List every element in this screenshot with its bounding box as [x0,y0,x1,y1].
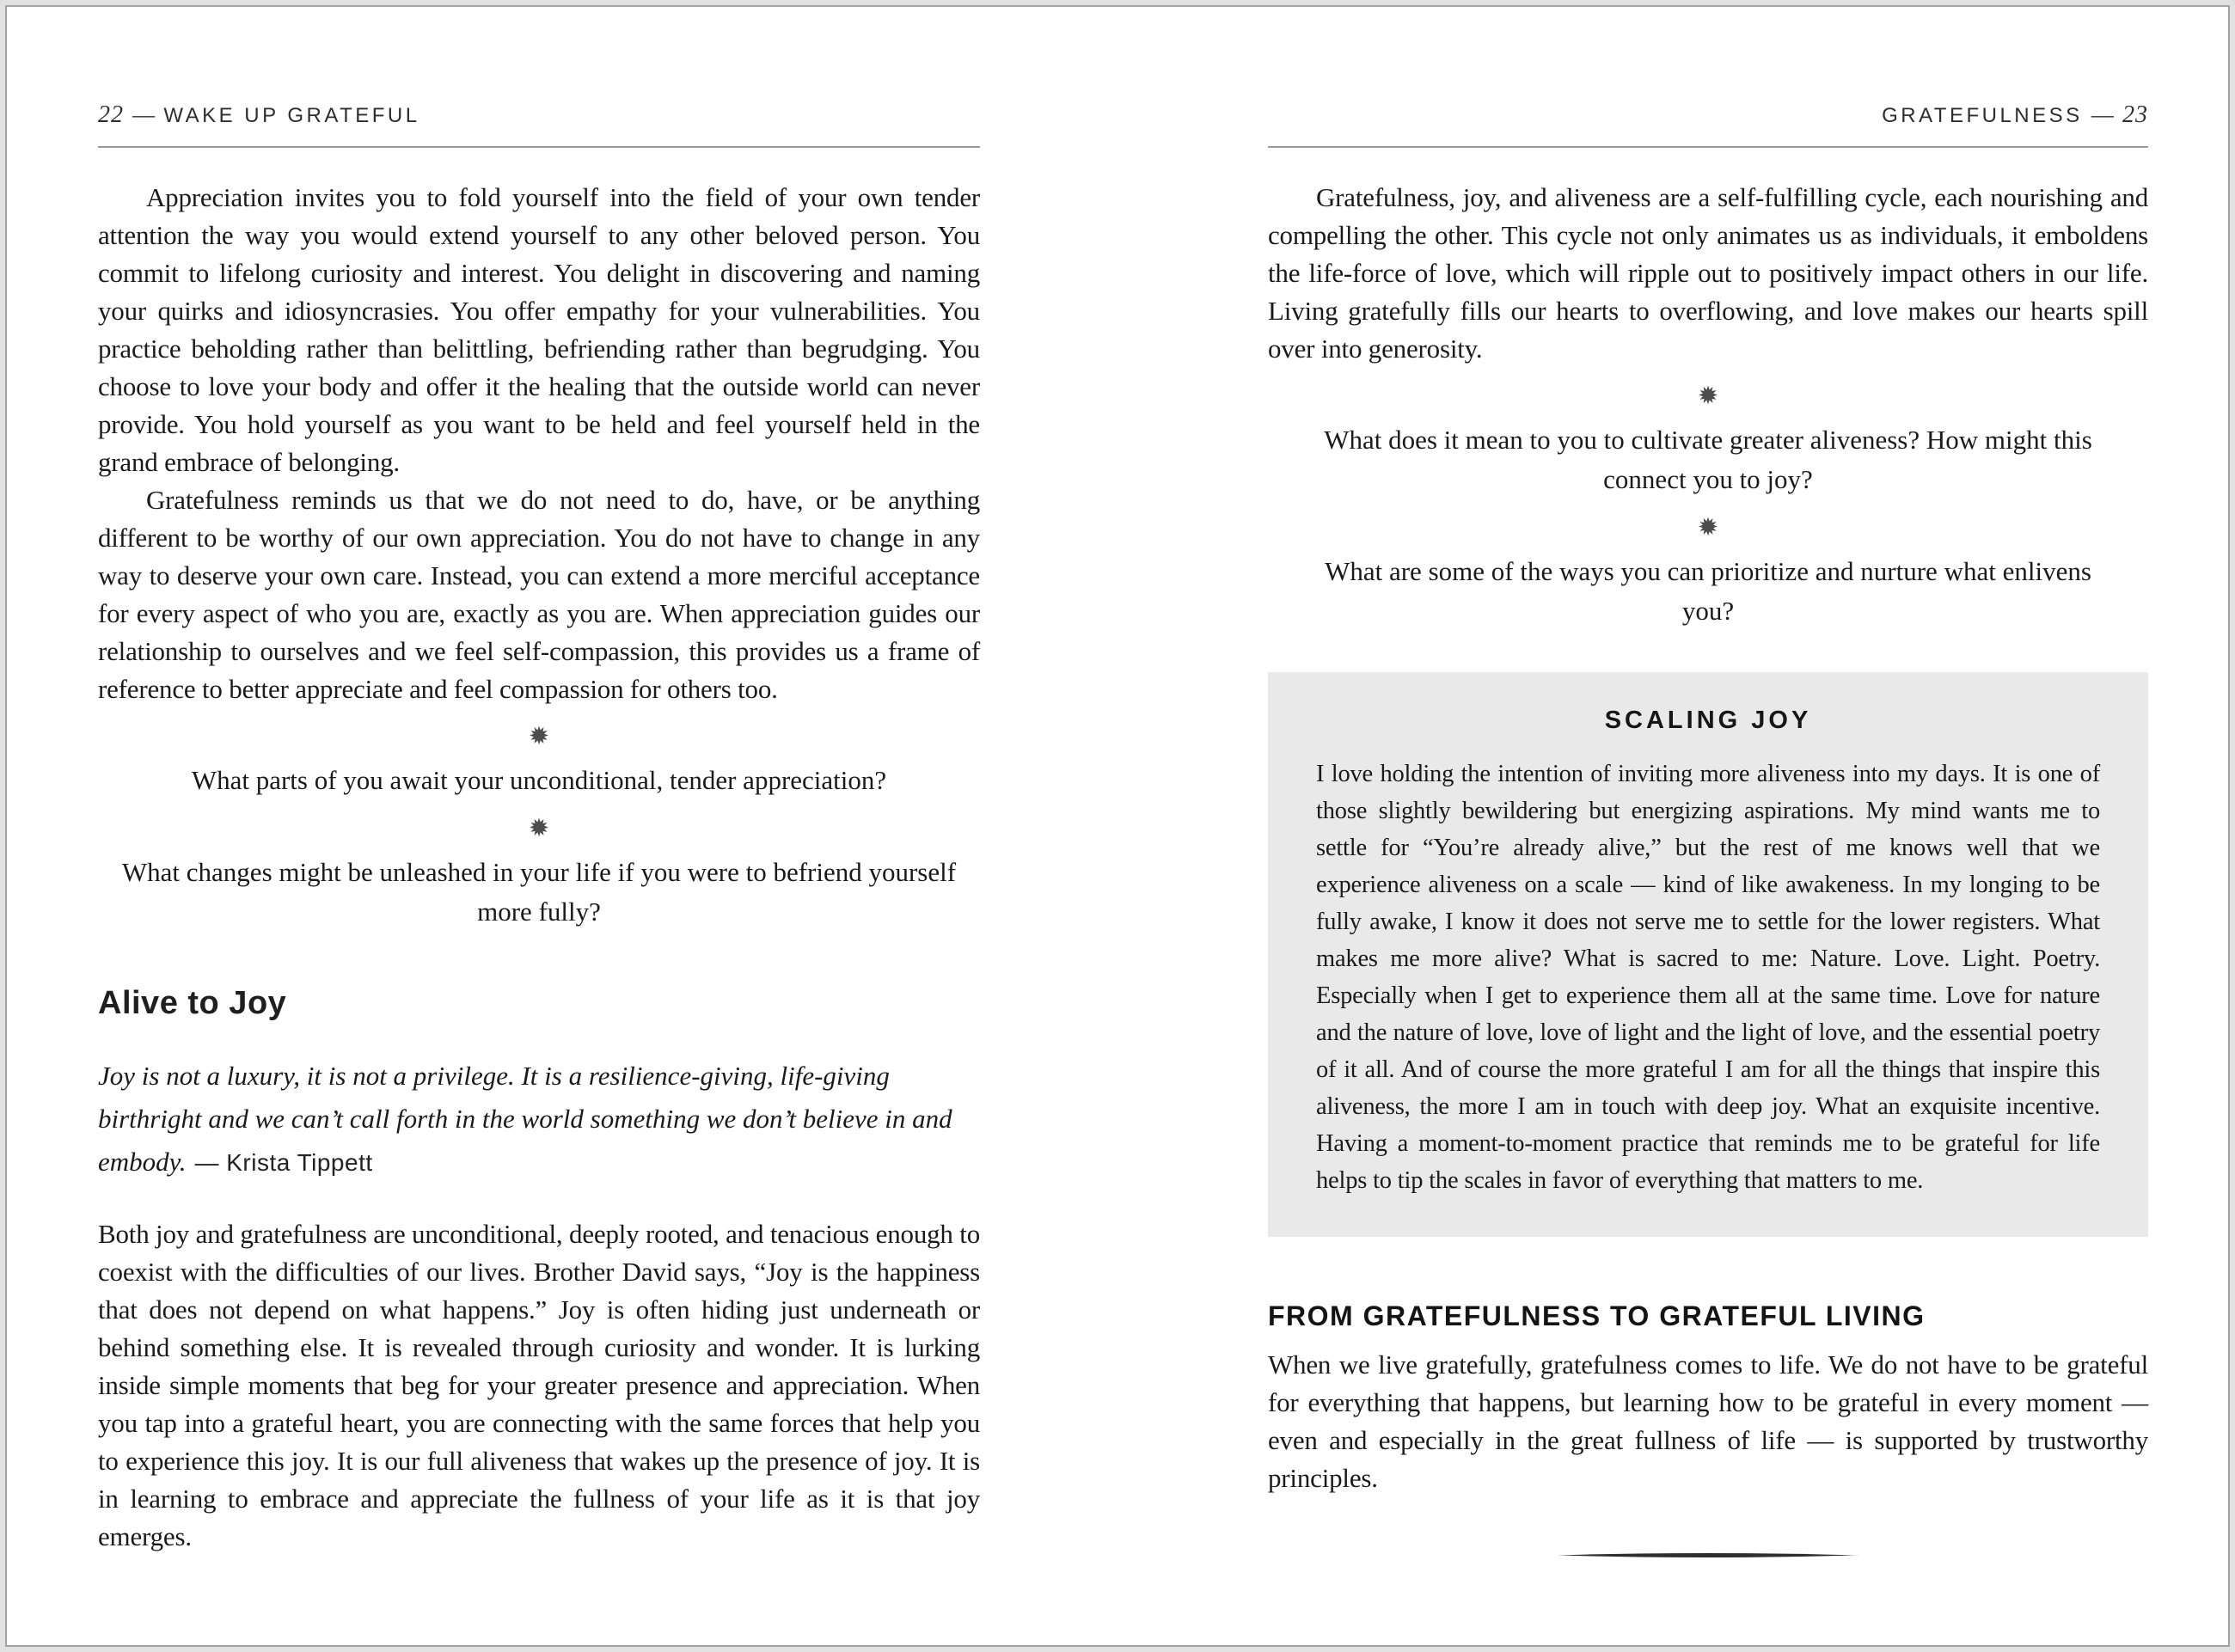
reflection-question: What parts of you await your unconditional, tender appreciation? [191,765,887,795]
reflection-question: What are some of the ways you can prioritize and nurture what enlivens you? [1325,556,2091,626]
box-body: I love holding the intention of inviting more aliveness into my days. It is one of those slightly bewildering but energizing aspirations. My mind wants me to settle for “You’re already alive,” but the rest of me knows well that we experience aliveness on a scale — kind of like awakeness. In my longing to be fully awake, I know it does not serve me to settle for the lower registers. What makes me more alive? What is sacred to me: Nature. Love. Light. Poetry. Especially when I get to experience them all at the same time. Love for nature and the nature of love, love of light and the light of love, and the essential poetry of it all. And of course the more grateful I am for all the things that inspire this aliveness, the more I am in touch with deep joy. What an exquisite incentive. Having a moment-to-moment practice that reminds me to be grateful for life helps to tip the scales in favor of everything that matters to me. [1316,761,2100,1194]
right-page-number: 23 [2122,101,2148,128]
header-separator: — [2091,102,2114,127]
left-running-header [98,101,980,129]
box-title: SCALING JOY [1604,707,1812,734]
paragraph: When we live gratefully, gratefulness comes to life. We do not have to be grateful for everything that happens, but learning how to be grateful in every moment — even and especially in the great fullness of life — is supported by trustworthy principles. [1268,1349,2148,1493]
starburst-icon: ✹ [528,813,550,842]
section-divider [1268,1547,2148,1563]
paragraph: Both joy and gratefulness are unconditional, deeply rooted, and tenacious enough to coexist with the difficulties of our lives. Brother David says, “Joy is the happiness that does not depend on what happens.” Joy is often hiding just underneath or behind something else. It is revealed through curiosity and wonder. It is lurking inside simple moments that beg for your greater presence and appreciation. When you tap into a grateful heart, you are connecting with the same forces that help you to experience this joy. It is our full aliveness that wakes up the presence of joy. It is in learning to embrace and appreciate the fullness of your life as it is that joy emerges. [98,1219,980,1551]
header-separator: — [132,102,156,127]
quote-text: Joy is not a luxury, it is not a privilege. It is a resilience-giving, life-giving birthright and we can’t call forth in the world something we don’t believe in and embody. [98,1061,952,1177]
right-page [1268,7,2148,1645]
paragraph: Appreciation invites you to fold yourself into the field of your own tender attention the way you would extend yourself to any other beloved person. You commit to lifelong curiosity and interest. You delight in discovering and naming your quirks and idiosyncrasies. You offer empathy for your vulnerabilities. You practice beholding rather than belittling, befriending rather than begrudging. You choose to love your body and offer it the healing that the outside world can never provide. You hold yourself as you want to be held and feel yourself held in the grand embrace of belonging. [98,182,980,477]
epigraph-quote [98,1055,980,1184]
paragraph: Gratefulness, joy, and aliveness are a self-fulfilling cycle, each nourishing and compelling the other. This cycle not only animates us as individuals, it emboldens the life-force of love, which will ripple out to positively impact others in our life. Living gratefully fills our hearts to overflowing, and love makes our hearts spill over into generosity. [1268,182,2148,364]
left-page-number: 22 [98,101,124,128]
starburst-icon: ✹ [528,721,550,750]
tapered-rule-icon [1558,1552,1858,1558]
reflection-question: What changes might be unleashed in your life if you were to befriend yourself more fully? [121,857,957,927]
reflection-question: What does it mean to you to cultivate greater aliveness? How might this connect you to joy? [1324,425,2092,494]
starburst-icon: ✹ [1697,381,1719,410]
left-page [98,7,980,1645]
right-running-header [1268,101,2148,129]
section-heading: FROM GRATEFULNESS TO GRATEFUL LIVING [1268,1300,1926,1331]
quote-attribution: — Krista Tippett [194,1149,373,1176]
right-header-rule [1268,146,2148,148]
section-heading: Alive to Joy [98,985,287,1021]
paragraph: Gratefulness reminds us that we do not need to do, have, or be anything different to be worthy of our own appreciation. You do not have to change in any way to deserve your own care. Instead, you can extend a more merciful acceptance for every aspect of who you are, exactly as you are. When appreciation guides our relationship to ourselves and we feel self-compassion, this provides us a frame of reference to better appreciate and feel compassion for others too. [98,485,980,704]
chapter-title: GRATEFULNESS [1882,104,2083,127]
scaling-joy-box [1268,672,2148,1237]
left-page-text [98,179,980,1556]
left-header-rule [98,146,980,148]
starburst-icon: ✹ [1697,512,1719,541]
book-title: WAKE UP GRATEFUL [163,104,420,127]
book-spread [5,5,2230,1647]
right-page-text [1268,179,2148,1563]
